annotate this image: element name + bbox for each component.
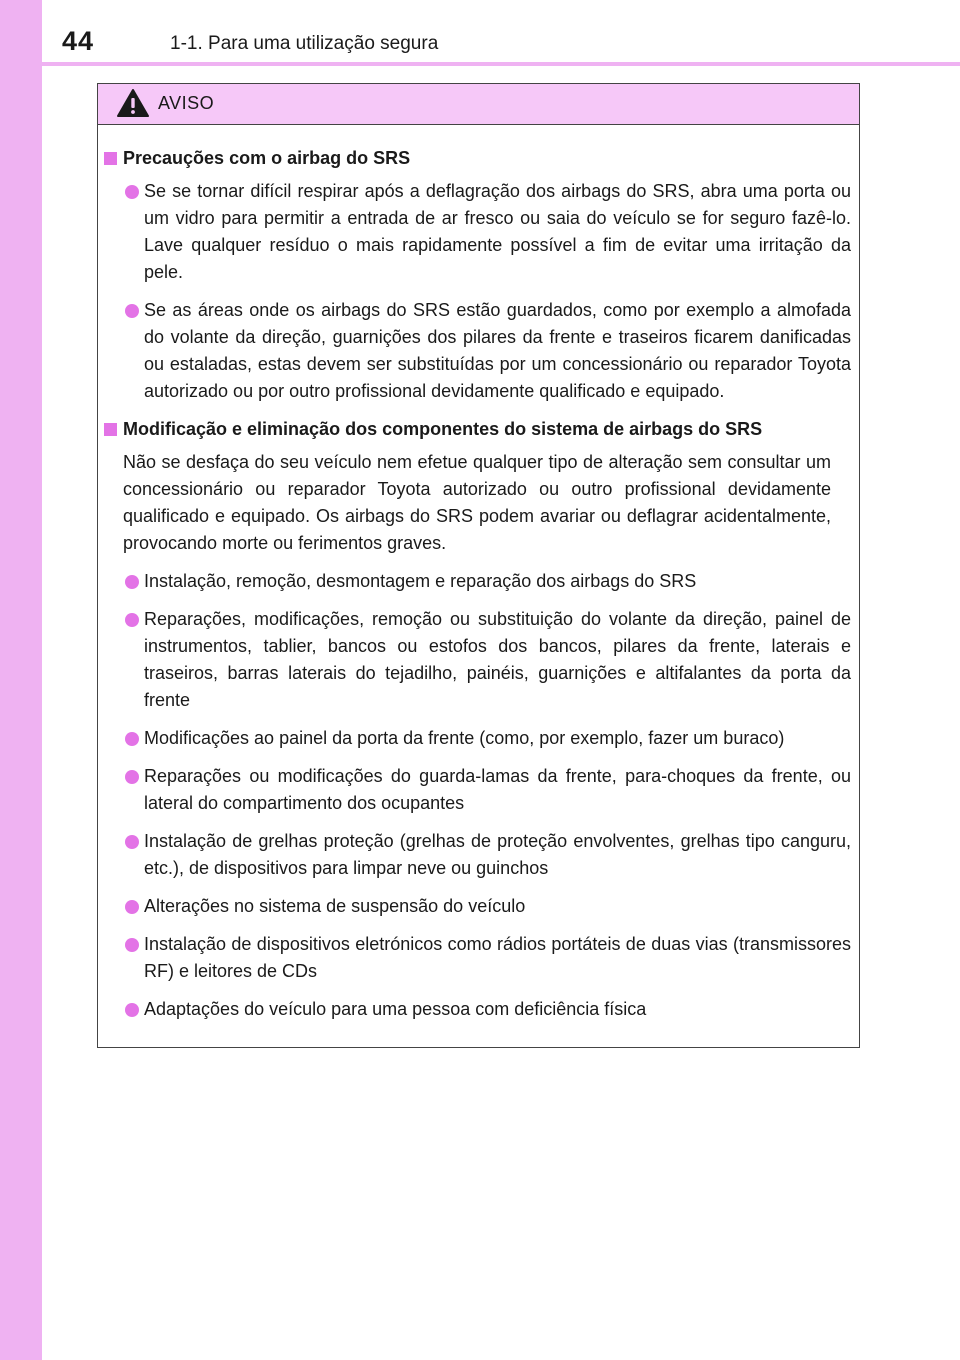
section-title: 1-1. Para uma utilização segura — [170, 33, 439, 54]
list-item-text: Reparações ou modificações do guarda-lamas da frente, para-choques da frente, ou lateral do compartimento dos ocupantes — [144, 766, 851, 813]
square-bullet-icon — [104, 423, 117, 436]
list-item — [104, 725, 851, 752]
list-item — [104, 931, 851, 985]
page-number: 44 — [62, 26, 95, 56]
list-item — [104, 606, 851, 714]
list-item-text: Modificações ao painel da porta da frente (como, por exemplo, fazer um buraco) — [144, 728, 785, 748]
list-item — [104, 568, 851, 595]
list-item-text: Alterações no sistema de suspensão do veículo — [144, 896, 526, 916]
round-bullet-icon — [125, 185, 139, 199]
round-bullet-icon — [125, 900, 139, 914]
square-bullet-icon — [104, 152, 117, 165]
header-rule — [42, 62, 960, 66]
list-item-text: Instalação de dispositivos eletrónicos como rádios portáteis de duas vias (transmissores RF) e leitores de CDs — [144, 934, 851, 981]
list-item — [104, 828, 851, 882]
list-item — [104, 297, 851, 405]
round-bullet-icon — [125, 732, 139, 746]
list-item-text: Se se tornar difícil respirar após a deflagração dos airbags do SRS, abra uma porta ou um vidro para permitir a entrada de ar fresco ou saia do veículo se for seguro fazê-lo. Lave qualquer resíduo o mais rapidamente possível a fim de evitar uma irritação da pele. — [144, 181, 851, 282]
section-heading — [104, 145, 851, 172]
round-bullet-icon — [125, 770, 139, 784]
warning-header — [98, 84, 859, 125]
round-bullet-icon — [125, 835, 139, 849]
list-item-text: Instalação, remoção, desmontagem e reparação dos airbags do SRS — [144, 571, 697, 591]
warning-body — [98, 125, 859, 1023]
round-bullet-icon — [125, 575, 139, 589]
warning-box — [97, 83, 860, 1048]
section-paragraph: Não se desfaça do seu veículo nem efetue qualquer tipo de alteração sem consultar um concessionário ou reparador Toyota autorizado ou outro profissional devidamente qualificado e equipado. Os airbags do SRS podem avariar ou deflagrar acidentalmente, provocando morte ou ferimentos graves. — [123, 452, 831, 553]
list-item-text: Adaptações do veículo para uma pessoa com deficiência física — [144, 999, 647, 1019]
round-bullet-icon — [125, 1003, 139, 1017]
list-item-text: Instalação de grelhas proteção (grelhas de proteção envolventes, grelhas tipo canguru, etc.), de dispositivos para limpar neve ou guinchos — [144, 831, 851, 878]
list-item — [104, 763, 851, 817]
round-bullet-icon — [125, 613, 139, 627]
list-item — [104, 996, 851, 1023]
list-item — [104, 178, 851, 286]
list-item — [104, 893, 851, 920]
round-bullet-icon — [125, 938, 139, 952]
round-bullet-icon — [125, 304, 139, 318]
section-heading-text: Modificação e eliminação dos componentes do sistema de airbags do SRS — [123, 419, 763, 439]
side-color-band — [0, 0, 42, 1360]
section-heading-text: Precauções com o airbag do SRS — [123, 148, 411, 168]
warning-title: AVISO — [158, 93, 215, 113]
warning-triangle-icon — [116, 88, 150, 118]
list-item-text: Reparações, modificações, remoção ou substituição do volante da direção, painel de instrumentos, tablier, bancos ou estofos dos bancos, pilares da frente, laterais e traseiros, barras laterais do tejadilho, painéis, guarnições e altifalantes da porta da frente — [144, 609, 851, 710]
section-heading — [104, 416, 851, 443]
list-item-text: Se as áreas onde os airbags do SRS estão guardados, como por exemplo a almofada do volante da direção, guarnições dos pilares da frente e traseiros ficarem danificadas ou estaladas, estas devem ser substituídas por um concessionário ou reparador Toyota autorizado ou por outro profissional devidamente qualificado e equipado. — [144, 300, 851, 401]
